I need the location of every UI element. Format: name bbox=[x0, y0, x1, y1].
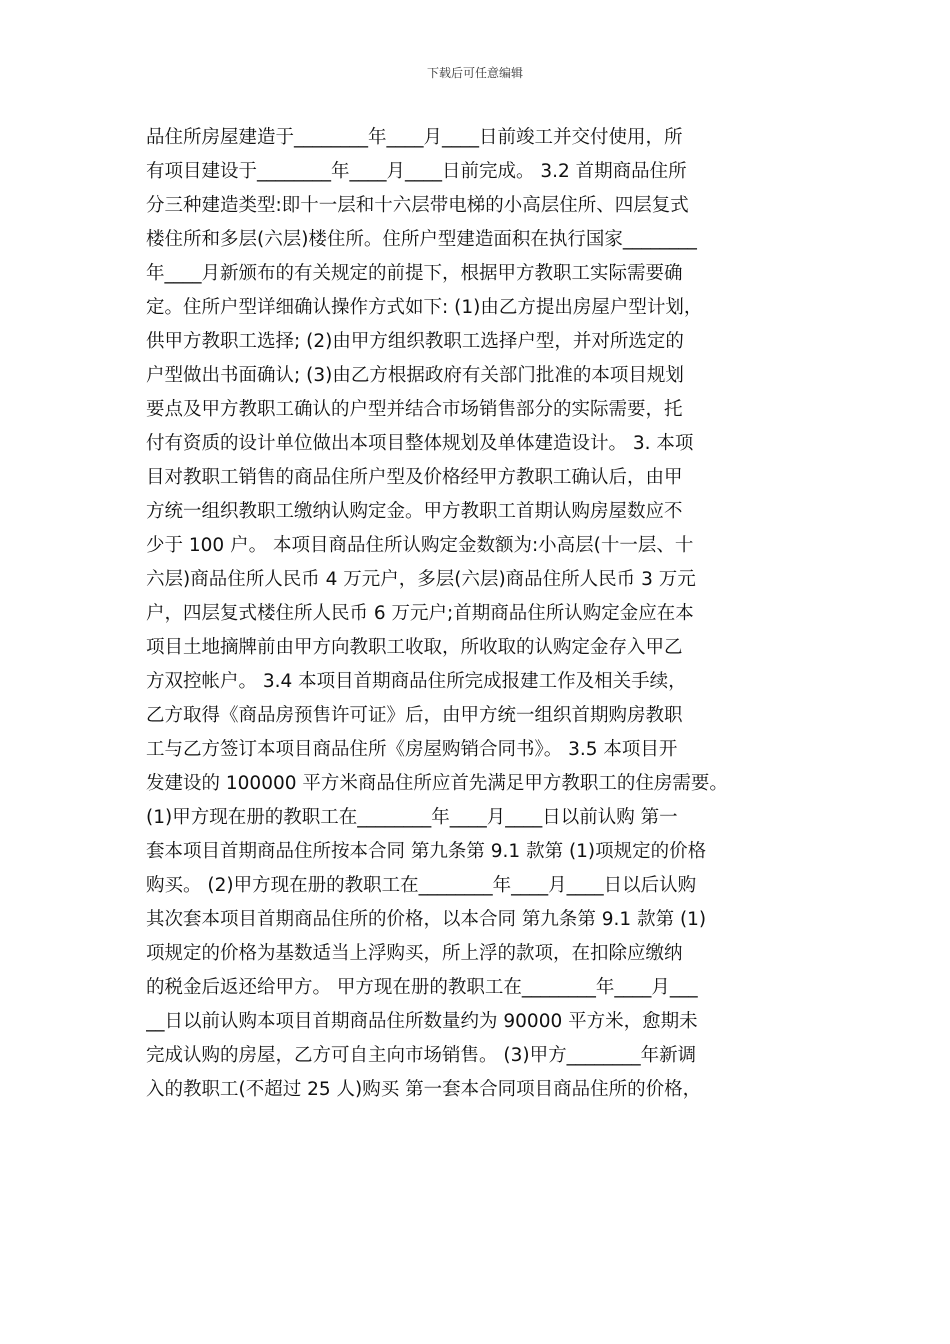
body-line: 项目土地摘牌前由甲方向教职工收取，所收取的认购定金存入甲乙 bbox=[146, 637, 683, 658]
body-line: 项规定的价格为基数适当上浮购买，所上浮的款项，在扣除应缴纳 bbox=[146, 943, 683, 964]
body-line: 的税金后返还给甲方。 甲方现在册的教职工在________年____月___ bbox=[146, 977, 698, 998]
body-line: 付有资质的设计单位做出本项目整体规划及单体建造设计。 3. 本项 bbox=[146, 433, 694, 454]
body-line: 六层)商品住所人民币 4 万元户，多层(六层)商品住所人民币 3 万元 bbox=[146, 569, 696, 590]
body-line: 有项目建设于________年____月____日前完成。 3.2 首期商品住所 bbox=[146, 161, 687, 182]
body-line: 完成认购的房屋，乙方可自主向市场销售。 (3)甲方________年新调 bbox=[146, 1045, 697, 1066]
body-line: 定。住所户型详细确认操作方式如下: (1)由乙方提出房屋户型计划， bbox=[146, 297, 703, 318]
document-body bbox=[146, 121, 810, 1107]
body-line: 品住所房屋建造于________年____月____日前竣工并交付使用，所 bbox=[146, 127, 683, 148]
body-line: (1)甲方现在册的教职工在________年____月____日以前认购 第一 bbox=[146, 807, 678, 828]
body-line: 少于 100 户。 本项目商品住所认购定金数额为:小高层(十一层、十 bbox=[146, 535, 694, 556]
body-line: 方统一组织教职工缴纳认购定金。甲方教职工首期认购房屋数应不 bbox=[146, 501, 683, 522]
body-line: 购买。 (2)甲方现在册的教职工在________年____月____日以后认购 bbox=[146, 875, 697, 896]
body-line: 分三种建造类型:即十一层和十六层带电梯的小高层住所、四层复式 bbox=[146, 195, 689, 216]
body-line: 户，四层复式楼住所人民币 6 万元户;首期商品住所认购定金应在本 bbox=[146, 603, 694, 624]
body-line: 其次套本项目首期商品住所的价格，以本合同 第九条第 9.1 款第 (1) bbox=[146, 909, 707, 930]
body-line: 供甲方教职工选择; (2)由甲方组织教职工选择户型，并对所选定的 bbox=[146, 331, 684, 352]
body-line: 发建设的 100000 平方米商品住所应首先满足甲方教职工的住房需要。 bbox=[146, 773, 728, 794]
page-header: 下载后可任意编辑 bbox=[426, 66, 523, 80]
body-line: 入的教职工(不超过 25 人)购买 第一套本合同项目商品住所的价格， bbox=[146, 1079, 702, 1100]
body-line: 楼住所和多层(六层)楼住所。住所户型建造面积在执行国家________ bbox=[146, 229, 697, 250]
body-line: 工与乙方签订本项目商品住所《房屋购销合同书》。 3.5 本项目开 bbox=[146, 739, 678, 760]
body-line: 套本项目首期商品住所按本合同 第九条第 9.1 款第 (1)项规定的价格 bbox=[146, 841, 707, 862]
body-line: 要点及甲方教职工确认的户型并结合市场销售部分的实际需要，托 bbox=[146, 399, 683, 420]
body-line: 户型做出书面确认; (3)由乙方根据政府有关部门批准的本项目规划 bbox=[146, 365, 684, 386]
body-line: 年____月新颁布的有关规定的前提下，根据甲方教职工实际需要确 bbox=[146, 263, 683, 284]
body-line: 方双控帐户。 3.4 本项目首期商品住所完成报建工作及相关手续， bbox=[146, 671, 687, 692]
body-line: 乙方取得《商品房预售许可证》后，由甲方统一组织首期购房教职 bbox=[146, 705, 683, 726]
body-line: __日以前认购本项目首期商品住所数量约为 90000 平方米，愈期未 bbox=[146, 1011, 698, 1032]
body-line: 目对教职工销售的商品住所户型及价格经甲方教职工确认后，由甲 bbox=[146, 467, 683, 488]
